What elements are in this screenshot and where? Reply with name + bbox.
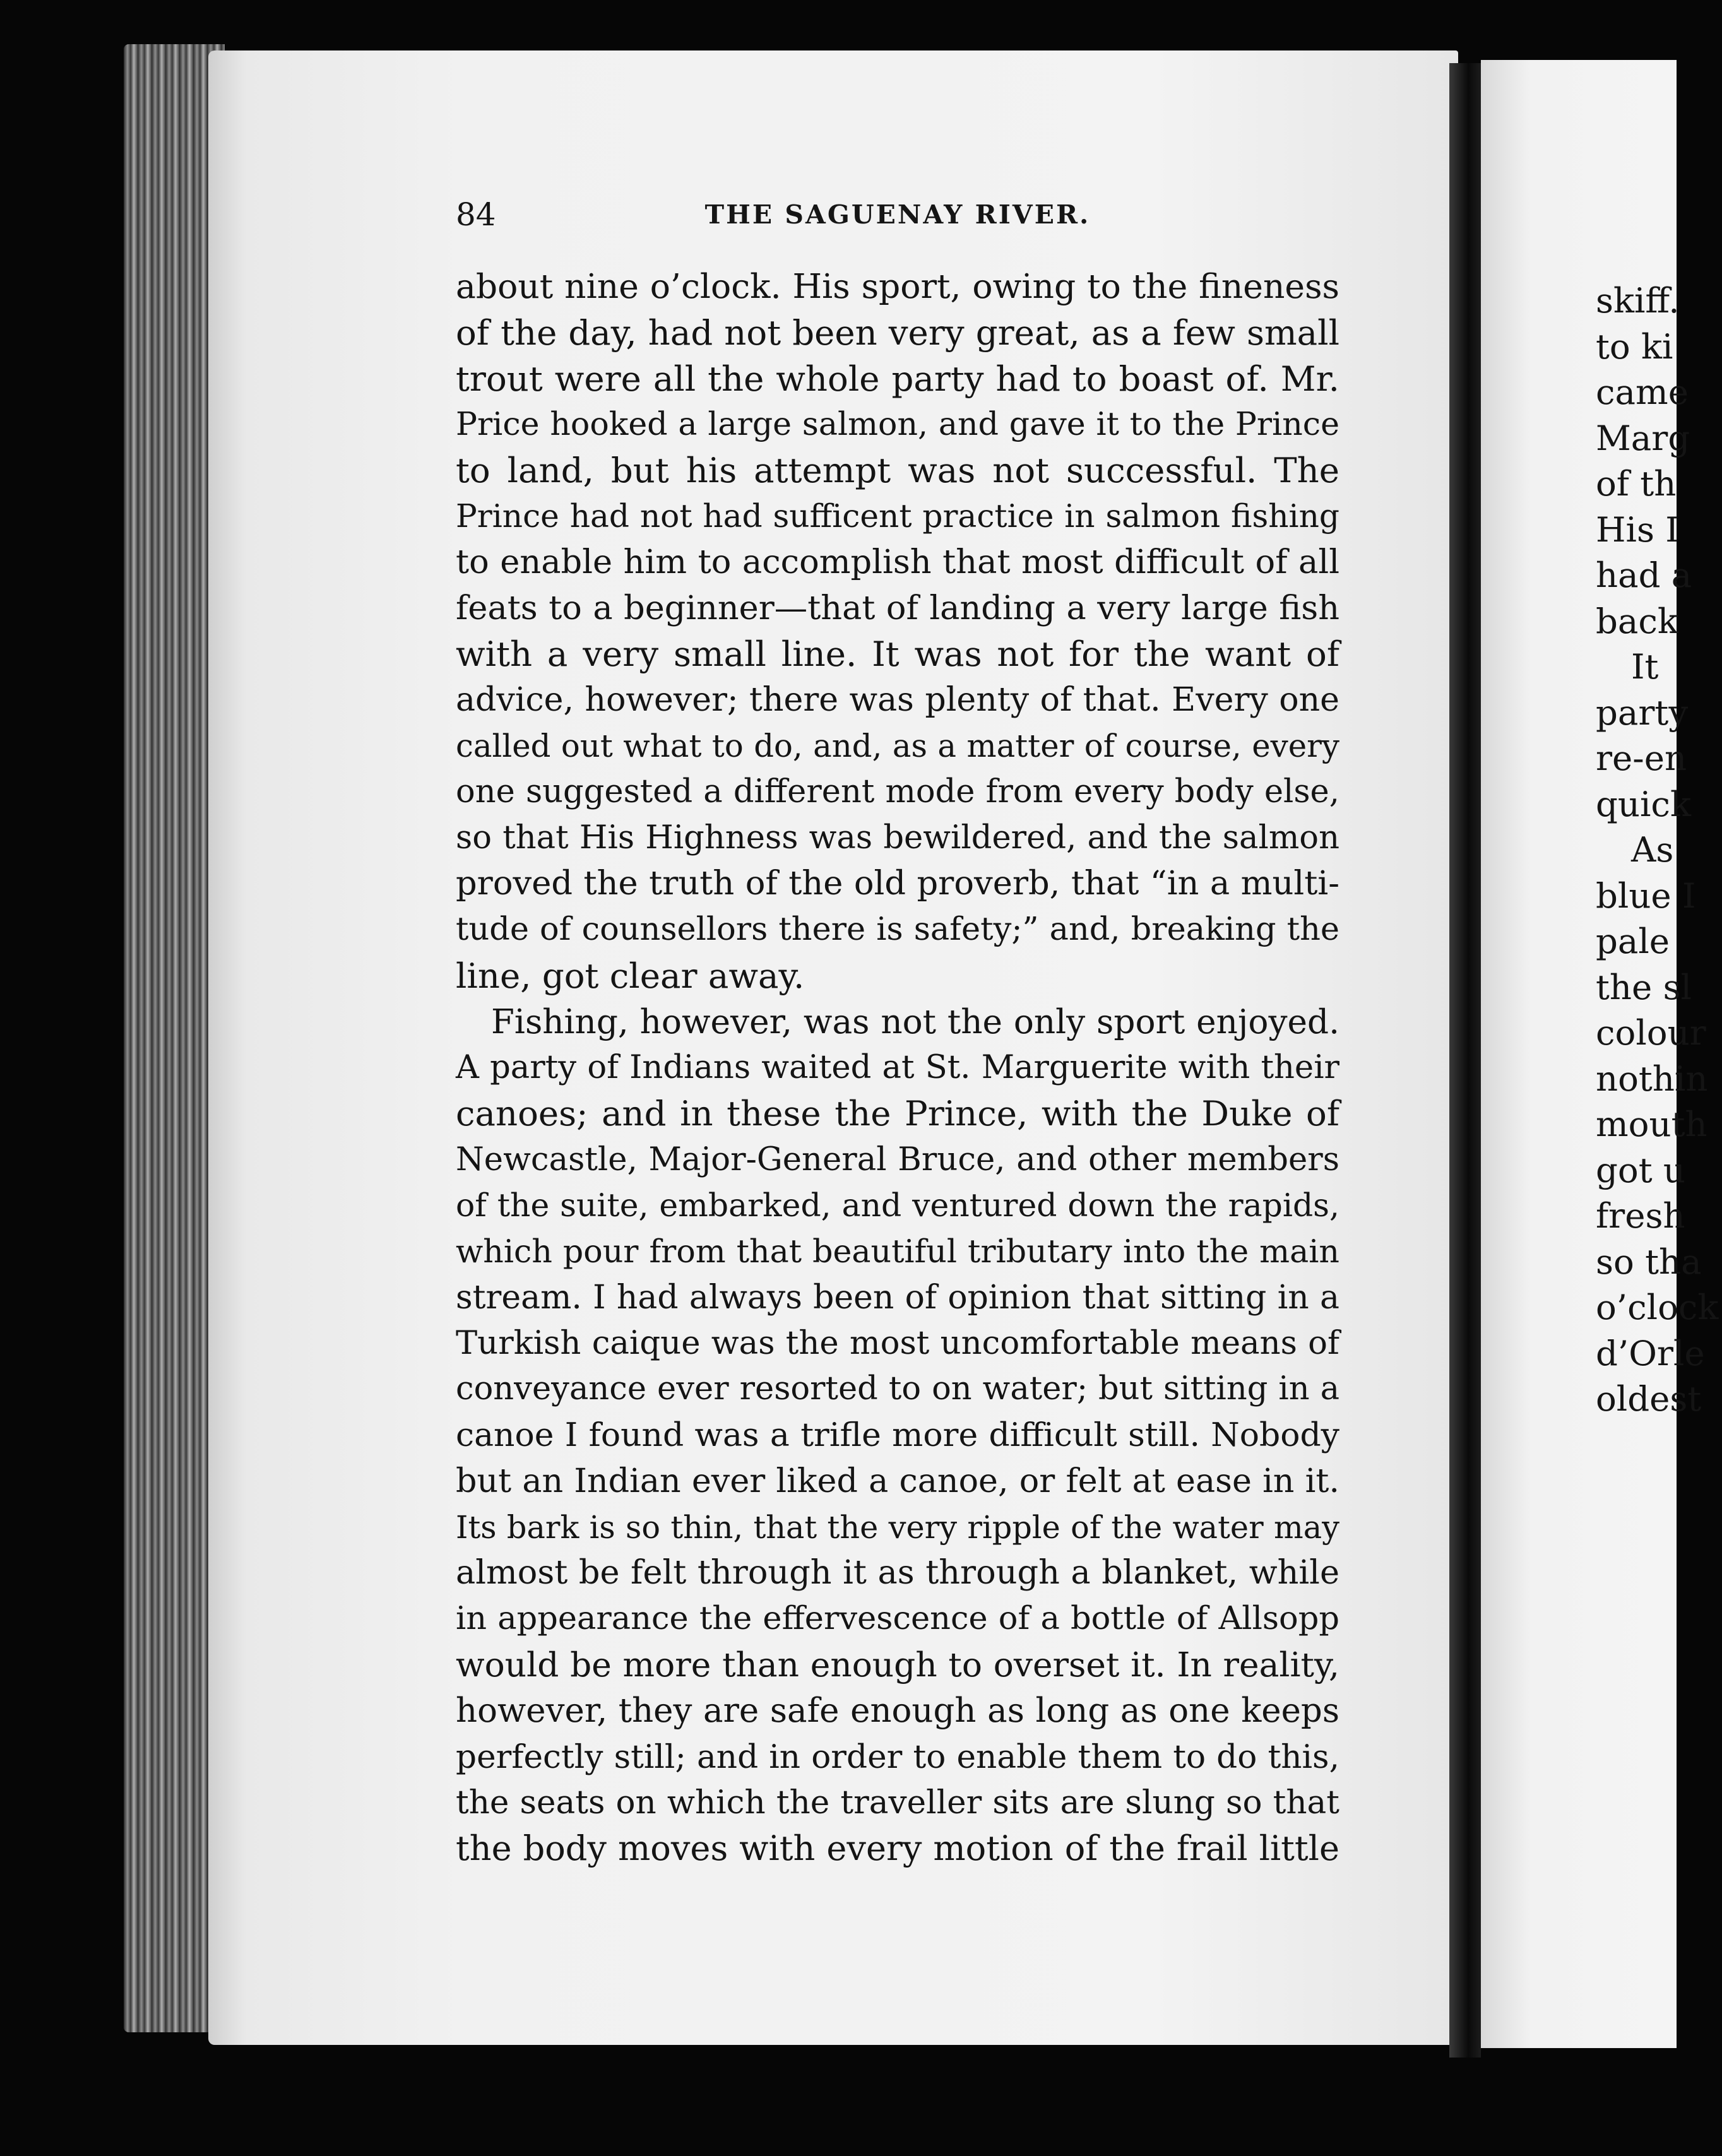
text-line: Marg	[1596, 417, 1690, 458]
text-line: would be more than enough to overset it. In reality,	[456, 1644, 1339, 1685]
running-head: THE SAGUENAY RIVER.	[704, 199, 1091, 230]
text-line: Turkish caique was the most uncomfortable means of	[456, 1324, 1339, 1363]
text-line: oldest	[1596, 1378, 1702, 1419]
page-number: 84	[456, 196, 496, 233]
text-line: tude of counsellors there is safety;” and, breaking the	[456, 911, 1339, 949]
text-line: canoes; and in these the Prince, with the Duke of	[456, 1093, 1339, 1134]
text-line: back	[1596, 600, 1678, 641]
text-line: re-en	[1596, 738, 1687, 778]
text-line: proved the truth of the old proverb, that “in a multi-	[456, 864, 1339, 903]
text-line: the sl	[1596, 966, 1692, 1007]
text-line: blue I	[1596, 875, 1696, 916]
text-line: had a	[1596, 555, 1692, 595]
text-line: Price hooked a large salmon, and gave it to the Prince	[456, 405, 1339, 443]
text-line: to land, but his attempt was not successful. The	[456, 450, 1339, 491]
text-line: however, they are safe enough as long as one keeps	[456, 1691, 1339, 1730]
text-line: mouth	[1596, 1104, 1707, 1144]
text-line: trout were all the whole party had to boast of. Mr.	[456, 358, 1339, 399]
text-line: quick	[1596, 783, 1691, 824]
text-line: so tha	[1596, 1241, 1702, 1282]
text-line: about nine o’clock. His sport, owing to the fineness	[456, 266, 1339, 306]
text-line: got u	[1596, 1149, 1686, 1190]
text-line: of th	[1596, 463, 1677, 504]
text-line: feats to a beginner—that of landing a very large fish	[456, 588, 1339, 627]
text-line: with a very small line. It was not for the want of	[456, 634, 1339, 675]
text-line: almost be felt through it as through a blanket, while	[456, 1553, 1339, 1592]
text-line: advice, however; there was plenty of that. Every one	[456, 681, 1339, 720]
text-line: stream. I had always been of opinion that sitting in a	[456, 1278, 1339, 1317]
text-line: It	[1631, 646, 1659, 687]
text-line: but an Indian ever liked a canoe, or felt at ease in it.	[456, 1461, 1339, 1500]
text-line: Newcastle, Major-General Bruce, and other members	[456, 1140, 1339, 1179]
text-line: As	[1631, 829, 1674, 870]
text-line: d’Orle	[1596, 1332, 1705, 1373]
text-line: conveyance ever resorted to on water; but sitting in a	[456, 1370, 1339, 1408]
text-line: nothin	[1596, 1058, 1708, 1099]
text-line: called out what to do, and, as a matter of course, every	[456, 727, 1339, 764]
text-line: o’clock	[1596, 1287, 1719, 1327]
text-line: Prince had not had sufficent practice in salmon fishing	[456, 497, 1339, 535]
text-line: Its bark is so thin, that the very ripple of the water may	[456, 1508, 1339, 1546]
text-line: line, got clear away.	[456, 955, 805, 996]
right-page-body	[1596, 278, 1722, 1422]
text-line: perfectly still; and in order to enable them to do this,	[456, 1738, 1339, 1776]
text-line: to enable him to accomplish that most difficult of all	[456, 542, 1339, 581]
book-gutter	[1449, 63, 1481, 2058]
text-line: so that His Highness was bewildered, and the salmon	[456, 819, 1339, 856]
text-line: colour	[1596, 1012, 1706, 1053]
text-line: to ki	[1596, 326, 1673, 367]
text-line: which pour from that beautiful tributary into the main	[456, 1232, 1339, 1270]
left-page-body	[456, 264, 1339, 1872]
text-line: fresh	[1596, 1195, 1685, 1236]
text-line: party	[1596, 692, 1689, 733]
text-line: the seats on which the traveller sits are slung so that	[456, 1784, 1339, 1822]
text-line: came	[1596, 372, 1689, 412]
text-line: Fishing, however, was not the only sport enjoyed.	[491, 1002, 1339, 1041]
text-line: skiff.	[1596, 280, 1680, 321]
page-header	[456, 189, 1339, 240]
text-line: A party of Indians waited at St. Marguerite with their	[456, 1048, 1339, 1086]
text-line: of the suite, embarked, and ventured down the rapids,	[456, 1186, 1339, 1224]
text-line: of the day, had not been very great, as a few small	[456, 312, 1339, 353]
text-line: one suggested a different mode from every body else,	[456, 773, 1339, 810]
text-line: His I	[1596, 509, 1679, 550]
text-line: canoe I found was a trifle more difficult still. Nobody	[456, 1416, 1339, 1454]
text-line: in appearance the effervescence of a bottle of Allsopp	[456, 1600, 1339, 1638]
text-line: pale	[1596, 921, 1670, 961]
text-line: the body moves with every motion of the frail little	[456, 1828, 1339, 1869]
